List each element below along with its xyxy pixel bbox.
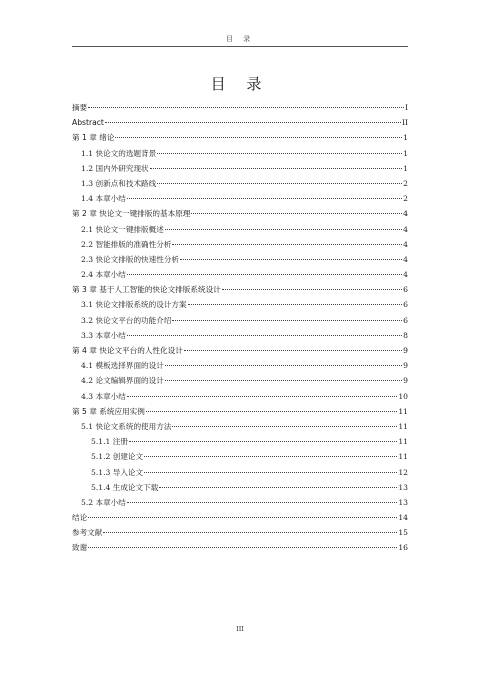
toc-entry-page: 2 [403, 178, 408, 188]
toc-entry-label: Abstract [72, 118, 104, 128]
toc-entry-label: 致谢 [72, 543, 88, 553]
toc-leader-dots [129, 441, 397, 442]
toc-entry[interactable] [72, 373, 408, 388]
table-of-contents [72, 100, 408, 556]
toc-entry[interactable] [72, 510, 408, 525]
toc-entry[interactable] [72, 100, 408, 115]
toc-leader-dots [146, 411, 398, 412]
toc-entry-label: 摘要 [72, 103, 88, 112]
toc-entry-page: 13 [398, 497, 408, 507]
toc-entry-label: 2.4 本章小结 [81, 270, 126, 280]
toc-entry-page: 11 [398, 452, 408, 462]
toc-entry-page: 6 [403, 315, 408, 325]
toc-entry[interactable] [72, 237, 408, 252]
toc-leader-dots [127, 502, 397, 503]
toc-entry-label: 1.3 创新点和技术路线 [81, 178, 157, 188]
toc-entry-page: II [402, 118, 408, 128]
page-number: III [236, 625, 244, 633]
toc-leader-dots [115, 137, 402, 138]
toc-entry-label: 1.4 本章小结 [81, 194, 126, 204]
toc-leader-dots [180, 259, 402, 260]
toc-entry-page: 11 [398, 406, 408, 416]
toc-entry-label: 1.2 国内外研究现状 [81, 163, 149, 173]
toc-leader-dots [127, 335, 402, 336]
toc-entry-label: 第 3 章 基于人工智能的快论文排版系统设计 [72, 285, 221, 295]
toc-entry-page: 1 [403, 148, 408, 158]
toc-entry[interactable] [72, 252, 408, 267]
toc-entry-label: 4.3 本章小结 [81, 391, 126, 401]
toc-entry-label: 5.1.2 创建论文 [91, 452, 144, 462]
toc-leader-dots [172, 426, 397, 427]
toc-entry-page: 10 [398, 391, 408, 401]
toc-entry-page: 11 [398, 421, 408, 431]
toc-entry-label: 结论 [72, 513, 88, 523]
toc-entry[interactable] [72, 161, 408, 176]
toc-entry-page: 2 [403, 194, 408, 204]
toc-entry[interactable] [72, 495, 408, 510]
toc-entry[interactable] [72, 449, 408, 464]
toc-entry[interactable] [72, 389, 408, 404]
toc-leader-dots [184, 350, 402, 351]
toc-entry-page: 8 [403, 330, 408, 340]
toc-entry-page: I [405, 103, 408, 112]
toc-entry[interactable] [72, 328, 408, 343]
toc-leader-dots [103, 532, 397, 533]
toc-entry[interactable] [72, 313, 408, 328]
toc-entry-label: 5.1.1 注册 [91, 437, 128, 447]
toc-entry[interactable] [72, 297, 408, 312]
toc-leader-dots [88, 517, 397, 518]
toc-entry-label: 3.3 本章小结 [81, 330, 126, 340]
toc-entry[interactable] [72, 540, 408, 555]
toc-leader-dots [127, 198, 402, 199]
toc-entry-label: 第 2 章 快论文一键排版的基本原理 [72, 209, 191, 219]
toc-leader-dots [172, 320, 402, 321]
toc-entry-page: 14 [398, 513, 408, 523]
toc-entry-label: 2.3 快论文排版的快速性分析 [81, 254, 180, 264]
toc-entry-label: 第 1 章 绪论 [72, 133, 115, 143]
toc-leader-dots [127, 396, 397, 397]
toc-entry-label: 参考文献 [72, 528, 103, 538]
toc-entry-label: 2.2 智能排版的准确性分析 [81, 239, 172, 249]
toc-entry-label: 5.1.4 生成论文下载 [91, 482, 159, 492]
toc-entry[interactable] [72, 267, 408, 282]
toc-leader-dots [157, 153, 402, 154]
toc-entry-page: 16 [398, 543, 408, 553]
toc-entry[interactable] [72, 343, 408, 358]
toc-leader-dots [165, 365, 402, 366]
toc-entry-label: 5.2 本章小结 [81, 497, 126, 507]
toc-entry-label: 2.1 快论文一键排版概述 [81, 224, 164, 234]
toc-leader-dots [172, 244, 402, 245]
toc-entry-page: 4 [403, 209, 408, 219]
toc-entry-label: 5.1 快论文系统的使用方法 [81, 421, 172, 431]
toc-leader-dots [150, 168, 403, 169]
toc-entry-page: 4 [403, 254, 408, 264]
toc-entry-page: 9 [403, 346, 408, 355]
toc-entry-page: 9 [403, 376, 408, 386]
toc-leader-dots [88, 107, 404, 108]
toc-entry-label: 5.1.3 导入论文 [91, 467, 144, 477]
toc-entry-label: 3.1 快论文排版系统的设计方案 [81, 300, 187, 310]
toc-entry[interactable] [72, 176, 408, 191]
toc-leader-dots [188, 304, 403, 305]
toc-leader-dots [105, 122, 401, 123]
toc-leader-dots [157, 183, 402, 184]
toc-entry[interactable] [72, 480, 408, 495]
toc-entry-page: 13 [398, 482, 408, 492]
toc-entry[interactable] [72, 358, 408, 373]
toc-entry-label: 第 4 章 快论文平台的人性化设计 [72, 346, 183, 355]
toc-entry[interactable] [72, 525, 408, 540]
toc-entry[interactable] [72, 206, 408, 221]
toc-leader-dots [144, 456, 397, 457]
toc-entry-page: 6 [403, 285, 408, 295]
toc-entry-page: 6 [403, 300, 408, 310]
toc-entry-label: 3.2 快论文平台的功能介绍 [81, 315, 172, 325]
toc-entry-label: 1.1 快论文的选题背景 [81, 148, 157, 158]
toc-entry[interactable] [72, 419, 408, 434]
toc-leader-dots [144, 472, 397, 473]
toc-entry-page: 11 [398, 437, 408, 447]
toc-title: 目 录 [210, 75, 270, 93]
toc-leader-dots [165, 380, 402, 381]
toc-entry-page: 4 [403, 239, 408, 249]
toc-entry[interactable] [72, 115, 408, 130]
running-header: 目 录 [225, 35, 255, 43]
toc-entry-page: 9 [403, 361, 408, 371]
toc-entry[interactable] [72, 191, 408, 206]
toc-entry-page: 12 [398, 467, 408, 477]
toc-entry[interactable] [72, 465, 408, 480]
toc-leader-dots [222, 289, 402, 290]
toc-leader-dots [127, 274, 402, 275]
toc-leader-dots [165, 229, 402, 230]
toc-entry[interactable] [72, 222, 408, 237]
toc-entry-page: 15 [398, 528, 408, 538]
toc-entry[interactable] [72, 404, 408, 419]
toc-entry-label: 4.2 论文编辑界面的设计 [81, 376, 164, 386]
toc-entry[interactable] [72, 434, 408, 449]
header-rule [72, 46, 408, 47]
toc-leader-dots [88, 547, 397, 548]
toc-entry[interactable] [72, 282, 408, 297]
toc-entry[interactable] [72, 146, 408, 161]
toc-entry-label: 第 5 章 系统应用实例 [72, 406, 145, 416]
toc-leader-dots [159, 487, 397, 488]
toc-entry-label: 4.1 模板选择界面的设计 [81, 361, 164, 371]
toc-entry-page: 1 [403, 163, 408, 173]
toc-entry[interactable] [72, 130, 408, 145]
toc-entry-page: 4 [403, 270, 408, 280]
toc-entry-page: 1 [403, 133, 408, 143]
toc-entry-page: 4 [403, 224, 408, 234]
toc-leader-dots [191, 213, 402, 214]
